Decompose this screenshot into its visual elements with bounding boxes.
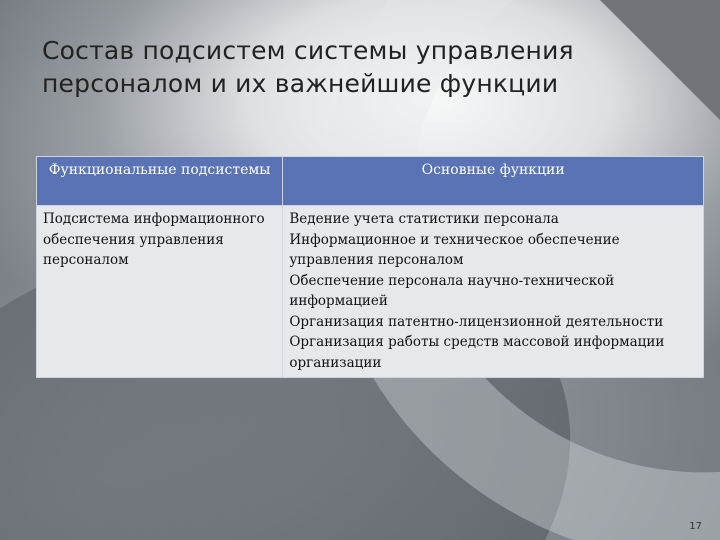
header-subsystems: Функциональные подсистемы — [37, 157, 283, 206]
cell-subsystem: Подсистема информационного обеспечения управления персоналом — [37, 206, 283, 378]
cell-functions — [283, 206, 704, 378]
subsystems-table — [36, 156, 704, 378]
page-number: 17 — [689, 521, 702, 532]
table-header-row — [37, 157, 704, 206]
function-item: Ведение учета статистики персонала — [289, 211, 559, 227]
header-functions: Основные функции — [283, 157, 704, 206]
function-item: Организация работы средств массовой информации организации — [289, 334, 665, 371]
function-item: Информационное и техническое обеспечение управления персоналом — [289, 231, 620, 268]
slide-title: Состав подсистем системы управления персоналом и их важнейшие функции — [42, 36, 574, 98]
function-item: Обеспечение персонала научно-технической информацией — [289, 272, 615, 309]
function-item: Организация патентно-лицензионной деятельности — [289, 313, 664, 330]
table-row — [37, 206, 704, 378]
